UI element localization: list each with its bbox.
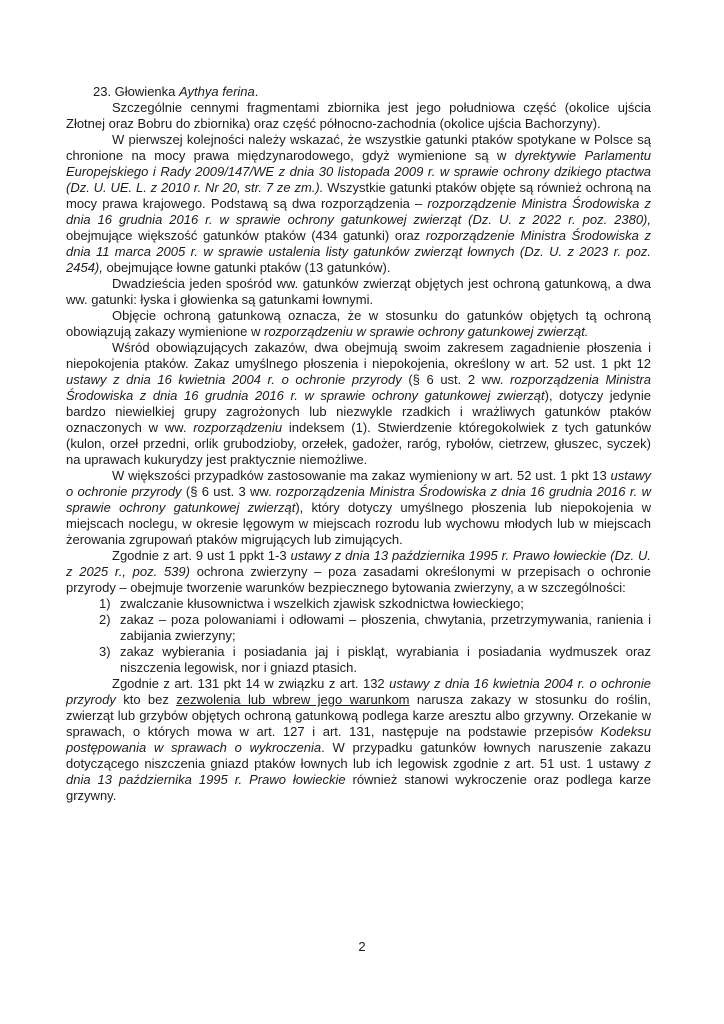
document-body	[66, 84, 651, 804]
paragraph	[66, 676, 651, 804]
underlined-text: zezwolenia lub wbrew jego warunkom	[176, 692, 410, 707]
list-marker: 1)	[99, 596, 111, 611]
text-run: Dwadzieścia jeden spośród ww. gatunków zwierząt objętych jest ochroną gatunkową, a dwa ww. gatunki: łyska i głowienka są gatunkami łownymi.	[66, 276, 651, 307]
text-run: ochrona zwierzyny – poza zasadami określonymi w przepisach o ochronie przyrody – obejmuje tworzenie warunków bezpiecznego bytowania zwierzyny, a w szczególności:	[66, 564, 651, 595]
list-item	[66, 644, 651, 676]
list-item	[66, 612, 651, 644]
legal-citation: ustawy z dnia 13 października 1995 r. Prawo łowieckie (Dz. U. z 2025 r., poz. 539)	[66, 548, 651, 579]
text-run: Wśród obowiązujących zakazów, dwa obejmują swoim zakresem zagadnienie płoszenia i niepokojenia ptaków. Zakaz umyślnego płoszenia i niepokojenia, określony w art. 52 ust. 1 pkt 12	[66, 340, 651, 371]
list-marker: 2)	[99, 612, 111, 627]
text-run: (§ 6 ust. 2 ww.	[401, 372, 510, 387]
paragraph	[66, 340, 651, 468]
paragraph	[66, 132, 651, 276]
text-run: obejmujące łowne gatunki ptaków (13 gatunków).	[102, 260, 391, 275]
text-run: narusza zakazy w stosunku do roślin, zwierząt lub grzybów objętych ochroną gatunkową podlega karze aresztu albo grzywny. Orzekanie w sprawach, o których mowa w art. 127 i art. 131, następuje na podstawie przepisów	[66, 692, 651, 739]
legal-citation: rozporządzeniu w sprawie ochrony gatunkowej zwierząt.	[263, 324, 589, 339]
text-run: 23. Głowienka	[93, 84, 179, 99]
paragraph	[66, 548, 651, 596]
text-run: Szczególnie cennymi fragmentami zbiornika jest jego południowa część (okolice ujścia Złotnej oraz Bobru do zbiornika) oraz część północno-zachodnia (okolice ujścia Bachorzyny).	[66, 100, 651, 131]
text-run: (§ 6 ust. 3 ww.	[181, 484, 277, 499]
legal-citation: rozporządzenie Ministra Środowiska z dnia 16 grudnia 2016 r. w sprawie ochrony gatunkowej zwierząt (Dz. U. z 2022 r. poz. 2380),	[66, 196, 651, 227]
legal-citation: dyrektywie Parlamentu Europejskiego i Rady 2009/147/WE z dnia 30 listopada 2009 r. w sprawie ochrony dzikiego ptactwa (Dz. U. UE. L. z 2010 r. Nr 20, str. 7 ze zm.).	[66, 148, 651, 195]
paragraph	[66, 468, 651, 548]
text-run: również stanowi wykroczenie oraz podlega karze grzywny.	[66, 772, 651, 803]
text-run: kto bez	[115, 692, 177, 707]
text-run: zwalczanie kłusownictwa i wszelkich zjawisk szkodnictwa łowieckiego;	[120, 596, 524, 611]
legal-citation: ustawy o ochronie przyrody	[66, 468, 651, 499]
legal-citation: rozporządzenia Ministra Środowiska z dnia 16 grudnia 2016 r. w sprawie ochrony gatunkowej zwierząt	[66, 484, 651, 515]
paragraph	[66, 276, 651, 308]
text-run: Zgodnie z art. 9 ust 1 ppkt 1-3	[112, 548, 291, 563]
paragraph	[66, 84, 651, 100]
text-run: . W przypadku gatunków łownych naruszenie zakazu dotyczącego niszczenia gniazd ptaków łownych lub ich legowisk zgodnie z art. 51 ust. 1 ustawy	[66, 740, 651, 771]
text-run: indeksem (1). Stwierdzenie któregokolwiek z tych gatunków (kulon, orzeł przedni, orlik grubodzioby, orzełek, gadożer, raróg, rybołów, cietrzew, głuszec, syczek) na uprawach kukurydzy jest praktycznie niemożliwe.	[66, 420, 651, 467]
text-run: ), dotyczy jedynie bardzo niewielkiej grupy zagrożonych lub niezwykle rzadkich i wrażliwych gatunków ptaków oznaczonych w ww.	[66, 388, 651, 435]
text-run: zakaz – poza polowaniami i odłowami – płoszenia, chwytania, przetrzymywania, ranienia i zabijania zwierzyny;	[120, 612, 651, 643]
legal-citation: rozporządzenia Ministra Środowiska z dnia 16 grudnia 2016 r. w sprawie ochrony gatunkowej zwierząt	[66, 372, 651, 403]
page-number: 2	[358, 939, 366, 954]
legal-citation: ustawy z dnia 16 kwietnia 2004 r. o ochronie przyrody	[66, 372, 402, 387]
legal-citation: rozporządzenie Ministra Środowiska z dnia 11 marca 2005 r. w sprawie ustalenia listy gatunków zwierząt łownych (Dz. U. z 2023 r. poz. 2454),	[66, 228, 651, 275]
text-run: W pierwszej kolejności należy wskazać, że wszystkie gatunki ptaków spotykane w Polsce są chronione na mocy prawa międzynarodowego, gdyż wymienione są w	[66, 132, 651, 163]
paragraph	[66, 308, 651, 340]
text-run: Objęcie ochroną gatunkową oznacza, że w stosunku do gatunków objętych tą ochroną obowiązują zakazy wymienione w	[66, 308, 651, 339]
text-run: .	[254, 84, 259, 99]
text-run: obejmujące większość gatunków ptaków (434 gatunki) oraz	[66, 228, 426, 243]
text-run: Wszystkie gatunki ptaków objęte są również ochroną na mocy prawa krajowego. Podstawą są dwa rozporządzenia –	[66, 180, 652, 211]
legal-citation: z dnia 13 października 1995 r. Prawo łowieckie	[66, 756, 651, 787]
legal-citation: Kodeksu postępowania w sprawach o wykroczenia	[66, 724, 651, 755]
list-marker: 3)	[99, 644, 111, 659]
legal-citation: Aythya ferina	[179, 84, 255, 99]
text-run: ), który dotyczy umyślnego płoszenia lub niepokojenia w miejscach noclegu, w okresie lęgowym w miejscach rozrodu lub wychowu młodych lub w miejscach żerowania zgrupowań ptaków migrujących lub zimujących.	[66, 500, 651, 547]
text-run: Zgodnie z art. 131 pkt 14 w związku z art. 132	[112, 676, 390, 691]
paragraph	[66, 100, 651, 132]
legal-citation: rozporządzeniu	[193, 420, 283, 435]
legal-citation: ustawy z dnia 16 kwietnia 2004 r. o ochronie przyrody	[66, 676, 651, 707]
text-run: zakaz wybierania i posiadania jaj i piskląt, wyrabiania i posiadania wydmuszek oraz niszczenia legowisk, nor i gniazd ptasich.	[120, 644, 651, 675]
list-item	[66, 596, 651, 612]
text-run: W większości przypadków zastosowanie ma zakaz wymieniony w art. 52 ust. 1 pkt 13	[112, 468, 611, 483]
